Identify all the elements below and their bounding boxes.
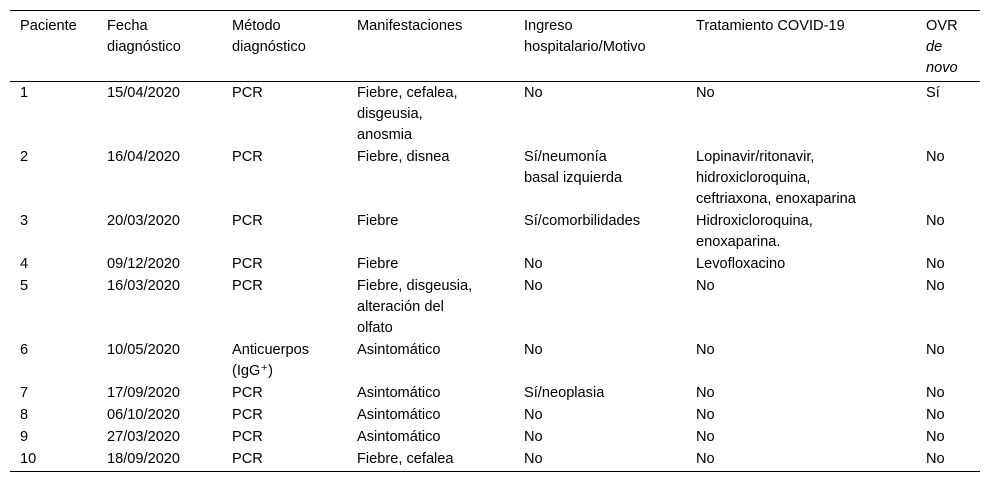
- cell-ingreso: Sí/comorbilidades: [524, 213, 640, 229]
- table-row: [10, 211, 980, 254]
- cell-ovr: No: [926, 342, 945, 358]
- header-paciente: Paciente: [20, 18, 77, 34]
- cell-metodo: PCR: [232, 407, 263, 423]
- cell-ovr: No: [926, 256, 945, 272]
- cell-fecha: 09/12/2020: [107, 256, 181, 272]
- header-row: [10, 11, 980, 82]
- header-tratamiento: Tratamiento COVID-19: [696, 18, 845, 34]
- cell-ovr: No: [926, 213, 945, 229]
- cell-paciente: 6: [20, 342, 29, 358]
- table-row: [10, 449, 980, 472]
- cell-tratamiento: No: [696, 278, 715, 294]
- cell-ovr: No: [926, 278, 945, 294]
- cell-paciente: 4: [20, 256, 29, 272]
- cell-tratamiento: No: [696, 342, 715, 358]
- cell-ovr: No: [926, 429, 945, 445]
- cell-paciente: 2: [20, 149, 29, 165]
- cell-fecha: 16/03/2020: [107, 278, 181, 294]
- cell-ingreso: Sí/neoplasia: [524, 385, 605, 401]
- header-ovr-de-novo: [916, 11, 980, 82]
- cell-metodo: PCR: [232, 149, 263, 165]
- cell-manifestaciones: Asintomático: [357, 407, 441, 423]
- header-manifestaciones: Manifestaciones: [357, 18, 463, 34]
- table-header: [10, 11, 980, 82]
- cell-fecha: 15/04/2020: [107, 85, 181, 101]
- cell-metodo: PCR: [232, 429, 263, 445]
- cell-metodo: PCR: [232, 385, 263, 401]
- cell-tratamiento: No: [696, 407, 715, 423]
- cell-fecha: 06/10/2020: [107, 407, 181, 423]
- cell-ovr: No: [926, 451, 945, 467]
- cell-metodo: Anticuerpos (IgG⁺): [232, 342, 310, 379]
- cell-tratamiento: No: [696, 429, 715, 445]
- cell-ingreso: No: [524, 85, 543, 101]
- cell-tratamiento: Hidroxicloroquina, enoxaparina.: [696, 213, 813, 250]
- cell-ingreso: Sí/neumonía basal izquierda: [524, 149, 623, 186]
- header-ovr-sub-1: de: [926, 39, 943, 55]
- table-row: [10, 254, 980, 276]
- header-ingreso-hospitalario: Ingreso hospitalario/Motivo: [524, 18, 646, 55]
- cell-manifestaciones: Fiebre: [357, 213, 399, 229]
- header-fecha-diagnostico: Fecha diagnóstico: [107, 18, 181, 55]
- header-metodo-diagnostico: Método diagnóstico: [232, 18, 306, 55]
- cell-manifestaciones: Fiebre, cefalea, disgeusia, anosmia: [357, 85, 458, 143]
- table-container: [10, 10, 980, 472]
- cell-ingreso: No: [524, 278, 543, 294]
- patients-table: [10, 10, 980, 472]
- cell-tratamiento: Lopinavir/ritonavir, hidroxicloroquina, ceftriaxona, enoxaparina: [696, 149, 856, 207]
- table-row: [10, 276, 980, 340]
- cell-fecha: 10/05/2020: [107, 342, 181, 358]
- cell-paciente: 1: [20, 85, 29, 101]
- cell-ingreso: No: [524, 451, 543, 467]
- cell-fecha: 18/09/2020: [107, 451, 181, 467]
- cell-manifestaciones: Fiebre: [357, 256, 399, 272]
- cell-ingreso: No: [524, 407, 543, 423]
- cell-fecha: 27/03/2020: [107, 429, 181, 445]
- cell-ingreso: No: [524, 256, 543, 272]
- table-row: [10, 82, 980, 148]
- cell-manifestaciones: Fiebre, disgeusia, alteración del olfato: [357, 278, 473, 336]
- cell-tratamiento: Levofloxacino: [696, 256, 786, 272]
- cell-manifestaciones: Fiebre, disnea: [357, 149, 450, 165]
- cell-metodo: PCR: [232, 85, 263, 101]
- table-row: [10, 427, 980, 449]
- cell-paciente: 7: [20, 385, 29, 401]
- cell-paciente: 3: [20, 213, 29, 229]
- cell-paciente: 8: [20, 407, 29, 423]
- cell-metodo: PCR: [232, 213, 263, 229]
- cell-paciente: 10: [20, 451, 37, 467]
- cell-paciente: 5: [20, 278, 29, 294]
- cell-ingreso: No: [524, 342, 543, 358]
- cell-manifestaciones: Fiebre, cefalea: [357, 451, 454, 467]
- cell-metodo: PCR: [232, 256, 263, 272]
- table-row: [10, 405, 980, 427]
- cell-ingreso: No: [524, 429, 543, 445]
- header-ovr-label: OVR: [926, 18, 958, 34]
- table-row: [10, 340, 980, 383]
- cell-ovr: No: [926, 385, 945, 401]
- table-row: [10, 383, 980, 405]
- table-body: [10, 82, 980, 472]
- cell-fecha: 16/04/2020: [107, 149, 181, 165]
- cell-fecha: 20/03/2020: [107, 213, 181, 229]
- cell-ovr: No: [926, 407, 945, 423]
- cell-tratamiento: No: [696, 85, 715, 101]
- cell-tratamiento: No: [696, 451, 715, 467]
- cell-paciente: 9: [20, 429, 29, 445]
- cell-manifestaciones: Asintomático: [357, 385, 441, 401]
- cell-manifestaciones: Asintomático: [357, 429, 441, 445]
- cell-metodo: PCR: [232, 278, 263, 294]
- cell-metodo: PCR: [232, 451, 263, 467]
- cell-tratamiento: No: [696, 385, 715, 401]
- table-row: [10, 147, 980, 211]
- header-ovr-sub-2: novo: [926, 60, 958, 76]
- cell-ovr: Sí: [926, 85, 940, 101]
- cell-manifestaciones: Asintomático: [357, 342, 441, 358]
- cell-ovr: No: [926, 149, 945, 165]
- cell-fecha: 17/09/2020: [107, 385, 181, 401]
